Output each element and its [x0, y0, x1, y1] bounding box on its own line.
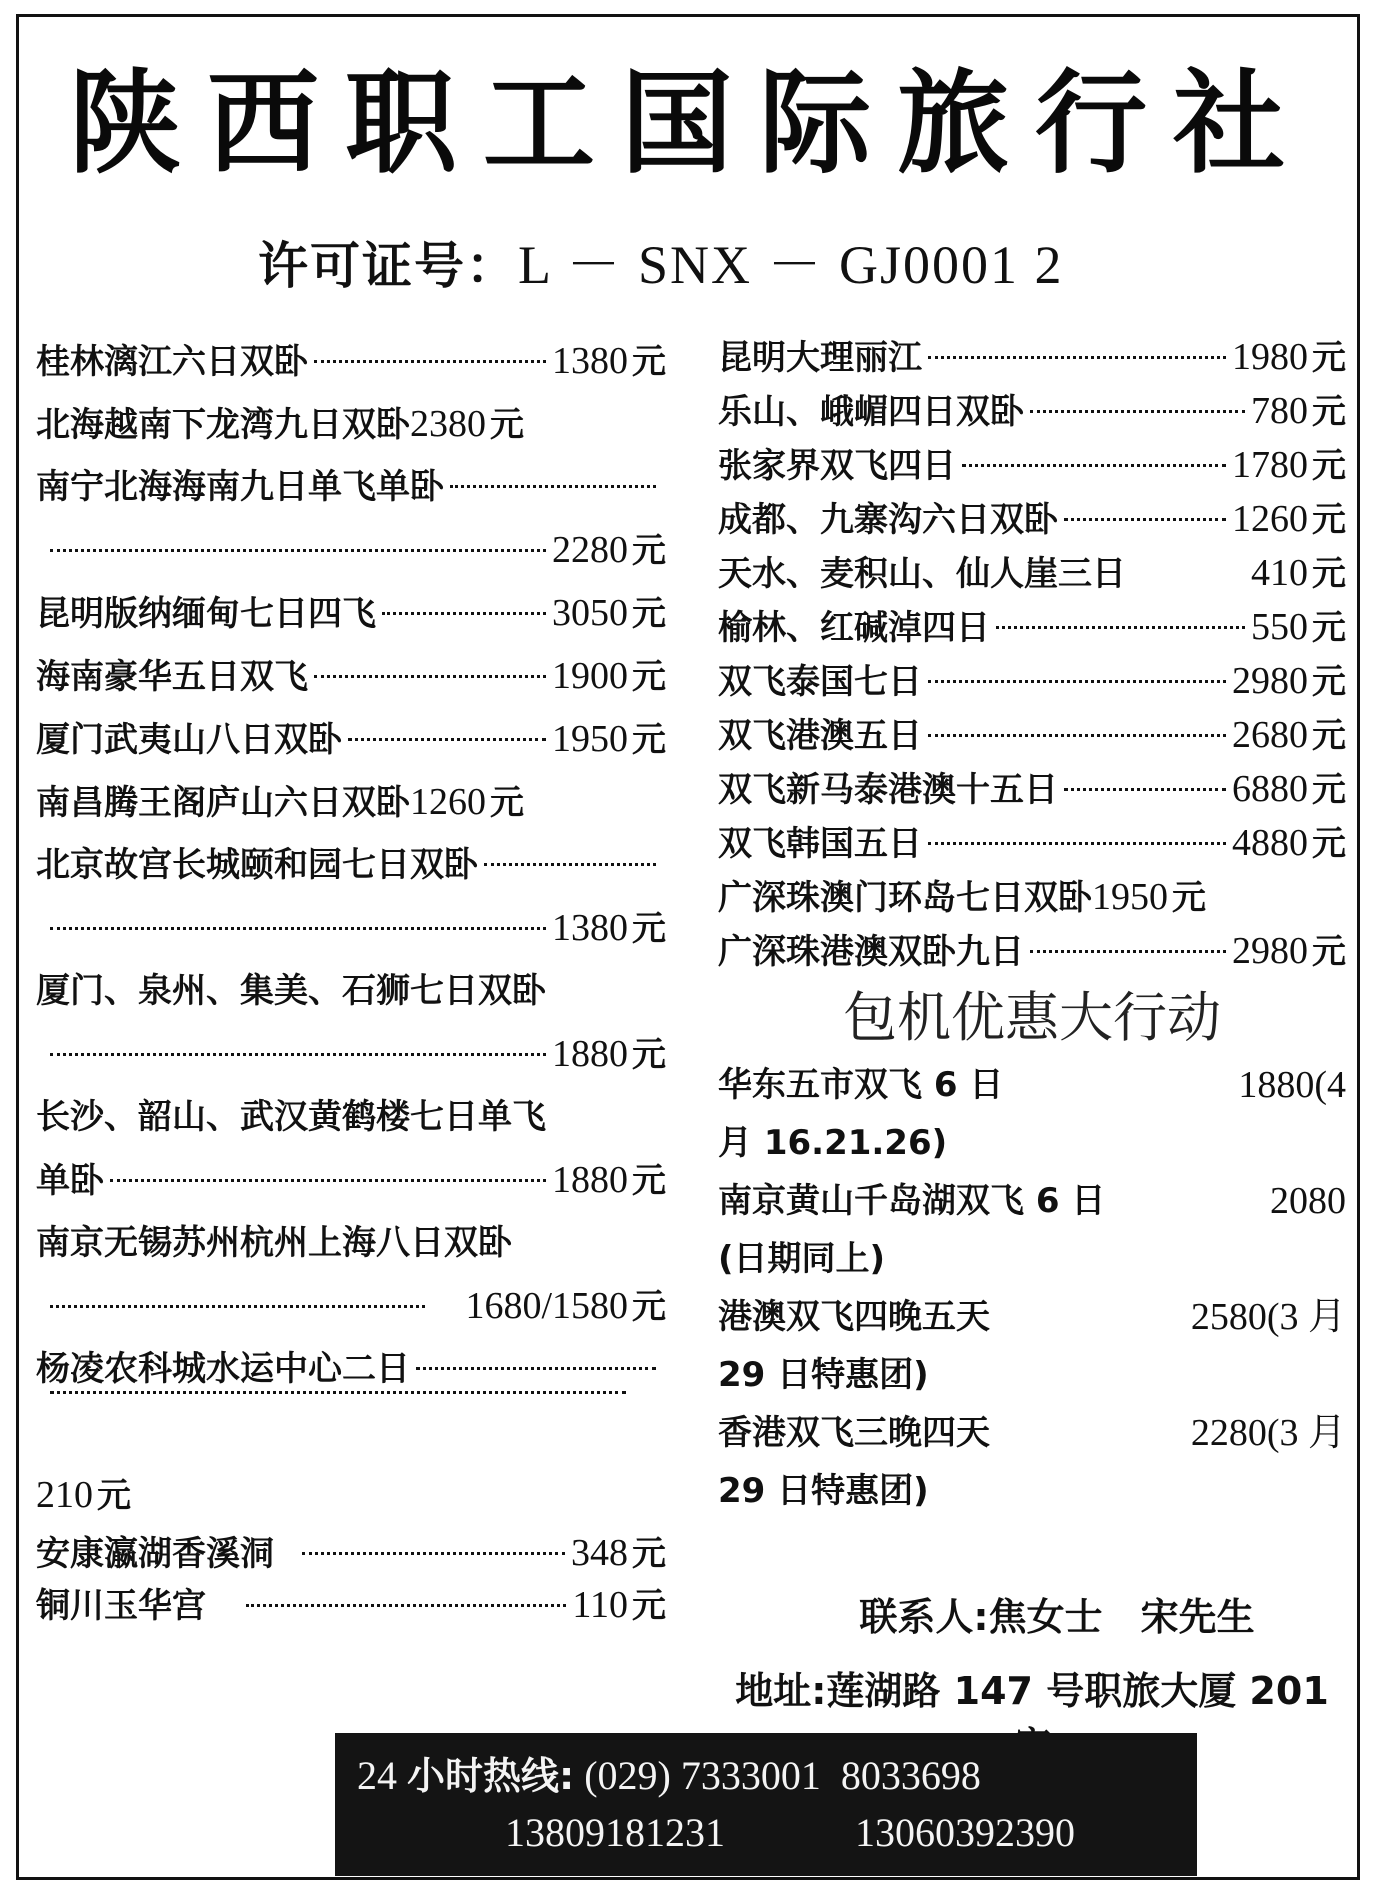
charter-deal: [718, 1172, 1346, 1288]
contact-names: 焦女士 宋先生: [988, 1595, 1255, 1639]
dot-leader: [1030, 950, 1226, 953]
dot-leader: [50, 1391, 626, 1394]
dot-leader: [348, 738, 546, 741]
list-item: [718, 708, 1346, 762]
dot-leader: [928, 842, 1226, 845]
list-item: [718, 492, 1346, 546]
route-price: 110 元: [572, 1584, 666, 1626]
dot-leader: [314, 675, 546, 678]
dot-leader: [1064, 788, 1226, 791]
route-price: 1900 元: [552, 655, 666, 697]
route-name: 张家界双飞四日: [718, 446, 956, 486]
route-name: 厦门、泉州、集美、石狮七日双卧: [36, 971, 546, 1011]
deal-note: 月 16.21.26): [718, 1123, 948, 1163]
route-price: 210 元: [36, 1474, 131, 1516]
route-price: 1950 元: [1092, 876, 1206, 918]
deal-price: 1880(4: [1238, 1064, 1346, 1106]
list-item-continued: [36, 1023, 666, 1086]
dot-leader: [484, 863, 656, 866]
route-name: 双飞韩国五日: [718, 824, 922, 864]
route-price: 550 元: [1251, 606, 1346, 648]
license-line: [258, 222, 1064, 299]
left-route-list: [36, 330, 666, 1631]
route-price: 1380 元: [552, 907, 666, 949]
dot-leader: [50, 1053, 546, 1056]
list-item-continued: [36, 1464, 666, 1527]
list-item: [36, 645, 666, 708]
route-price: 780 元: [1251, 390, 1346, 432]
dot-leader: [928, 734, 1226, 737]
route-name: 成都、九寨沟六日双卧: [718, 500, 1058, 540]
route-name: 双飞港澳五日: [718, 716, 922, 756]
list-item: [718, 870, 1346, 924]
route-price: 1880 元: [552, 1159, 666, 1201]
list-item-continued: [36, 519, 666, 582]
dot-leader: [450, 485, 656, 488]
route-name: 广深珠港澳双卧九日: [718, 932, 1024, 972]
dot-leader: [50, 1305, 425, 1308]
list-item: [718, 924, 1346, 978]
route-price: 410 元: [1251, 552, 1346, 594]
route-name: 乐山、峨嵋四日双卧: [718, 392, 1024, 432]
route-price: 2980 元: [1232, 930, 1346, 972]
license-number: L － SNX － GJ0001 2: [518, 235, 1064, 295]
dot-leader: [246, 1604, 566, 1607]
route-price: 1680/1580 元: [465, 1285, 666, 1327]
route-price: 348 元: [571, 1532, 666, 1574]
route-name: 海南豪华五日双飞: [36, 657, 308, 697]
list-item: [36, 1086, 666, 1149]
list-item: [718, 384, 1346, 438]
hotline-phone-1: 7333001: [680, 1753, 821, 1798]
list-item: [36, 1579, 666, 1631]
deal-name: 港澳双飞四晚五天: [718, 1297, 990, 1337]
dot-leader: [302, 1552, 565, 1555]
route-price: 1980 元: [1232, 336, 1346, 378]
dot-leader: [962, 464, 1226, 467]
hotline-line-1: [357, 1745, 981, 1800]
route-name: 桂林漓江六日双卧: [36, 342, 308, 382]
license-label: 许可证号：: [258, 237, 518, 295]
charter-deal: [718, 1056, 1346, 1172]
route-price: 1260 元: [1232, 498, 1346, 540]
route-price: 2280 元: [552, 529, 666, 571]
contact-label: 联系人:: [859, 1595, 989, 1639]
dot-leader: [928, 680, 1226, 683]
deal-price: 2280(3 月: [1190, 1412, 1346, 1454]
route-name: 北海越南下龙湾九日双卧: [36, 405, 410, 445]
route-name: 榆林、红碱淖四日: [718, 608, 990, 648]
route-name: 厦门武夷山八日双卧: [36, 720, 342, 760]
hotline-banner: [335, 1733, 1197, 1876]
deal-price: 2080: [1270, 1180, 1346, 1222]
dot-leader: [996, 626, 1245, 629]
route-price: 2980 元: [1232, 660, 1346, 702]
list-item: [36, 582, 666, 645]
route-name: 广深珠澳门环岛七日双卧: [718, 878, 1092, 918]
deal-note: 29 日特惠团): [718, 1471, 929, 1511]
route-price: 1880 元: [552, 1033, 666, 1075]
list-item: [36, 1212, 666, 1275]
route-name: 双飞新马泰港澳十五日: [718, 770, 1058, 810]
list-item: [36, 456, 666, 519]
list-item: [718, 546, 1346, 600]
list-item: [718, 330, 1346, 384]
dot-leader: [110, 1179, 546, 1182]
charter-deal: [718, 1404, 1346, 1520]
route-price: 1260 元: [410, 781, 524, 823]
deal-note: (日期同上): [718, 1239, 886, 1279]
list-item: [36, 771, 666, 834]
list-item: [36, 1527, 666, 1579]
list-item: [36, 708, 666, 771]
deal-name: 华东五市双飞 6 日: [718, 1065, 1004, 1105]
list-item: [36, 330, 666, 393]
dot-leader: [50, 549, 546, 552]
route-price: 1780 元: [1232, 444, 1346, 486]
route-name-cont: 单卧: [36, 1161, 104, 1201]
list-item: [718, 762, 1346, 816]
list-item-continued: [36, 1401, 666, 1464]
route-name: 安康瀛湖香溪洞: [36, 1534, 274, 1574]
dot-leader: [1064, 518, 1226, 521]
charter-heading: 包机优惠大行动: [843, 986, 1221, 1049]
dot-leader: [1030, 410, 1245, 413]
dot-leader: [416, 1367, 656, 1370]
deal-name: 南京黄山千岛湖双飞 6 日: [718, 1181, 1106, 1221]
list-item: [36, 834, 666, 897]
route-name: 杨凌农科城水运中心二日: [36, 1349, 410, 1389]
route-name: 铜川玉华宫: [36, 1586, 206, 1626]
route-price: 4880 元: [1232, 822, 1346, 864]
list-item-continued: [36, 1149, 666, 1212]
route-name: 南宁北海海南九日单飞单卧: [36, 467, 444, 507]
deal-price: 2580(3 月: [1190, 1296, 1346, 1338]
route-name: 南京无锡苏州杭州上海八日双卧: [36, 1223, 512, 1263]
route-price: 2680 元: [1232, 714, 1346, 756]
deal-name: 香港双飞三晚四天: [718, 1413, 990, 1453]
right-route-list: [718, 330, 1346, 1520]
route-name: 昆明大理丽江: [718, 338, 922, 378]
hotline-mobile-1: 13809181231: [505, 1810, 725, 1855]
contact-persons: [718, 1586, 1346, 1641]
hotline-label: 小时热线:: [407, 1754, 575, 1798]
hotline-hours: 24: [357, 1753, 397, 1798]
dot-leader: [314, 360, 546, 363]
list-item: [718, 438, 1346, 492]
list-item: [718, 816, 1346, 870]
list-item: [36, 393, 666, 456]
charter-deal: [718, 1288, 1346, 1404]
address-value: 莲湖路 147 号职旅大厦 201: [826, 1669, 1329, 1713]
route-name: 北京故宫长城颐和园七日双卧: [36, 845, 478, 885]
hotline-line-2: [505, 1809, 1075, 1856]
dot-leader: [382, 612, 546, 615]
list-item: [36, 960, 666, 1023]
dot-leader: [50, 927, 546, 930]
list-item: [718, 654, 1346, 708]
route-price: 3050 元: [552, 592, 666, 634]
hotline-area-code: (029): [584, 1753, 671, 1798]
route-name: 南昌腾王阁庐山六日双卧: [36, 783, 410, 823]
route-price: 1380 元: [552, 340, 666, 382]
route-name: 天水、麦积山、仙人崖三日: [718, 554, 1126, 594]
address-label: 地址:: [735, 1669, 827, 1713]
route-name: 昆明版纳缅甸七日四飞: [36, 594, 376, 634]
list-item: [718, 600, 1346, 654]
route-price: 6880 元: [1232, 768, 1346, 810]
dot-leader: [928, 356, 1226, 359]
route-price: 2380 元: [410, 403, 524, 445]
list-item-continued: [36, 897, 666, 960]
list-item-continued: [36, 1275, 666, 1338]
hotline-mobile-2: 13060392390: [855, 1810, 1075, 1855]
deal-note: 29 日特惠团): [718, 1355, 929, 1395]
route-price: 1950 元: [552, 718, 666, 760]
route-name: 双飞泰国七日: [718, 662, 922, 702]
agency-title: 陕西职工国际旅行社: [69, 58, 1311, 189]
hotline-phone-2: 8033698: [840, 1753, 981, 1798]
route-name: 长沙、韶山、武汉黄鹤楼七日单飞: [36, 1097, 546, 1137]
